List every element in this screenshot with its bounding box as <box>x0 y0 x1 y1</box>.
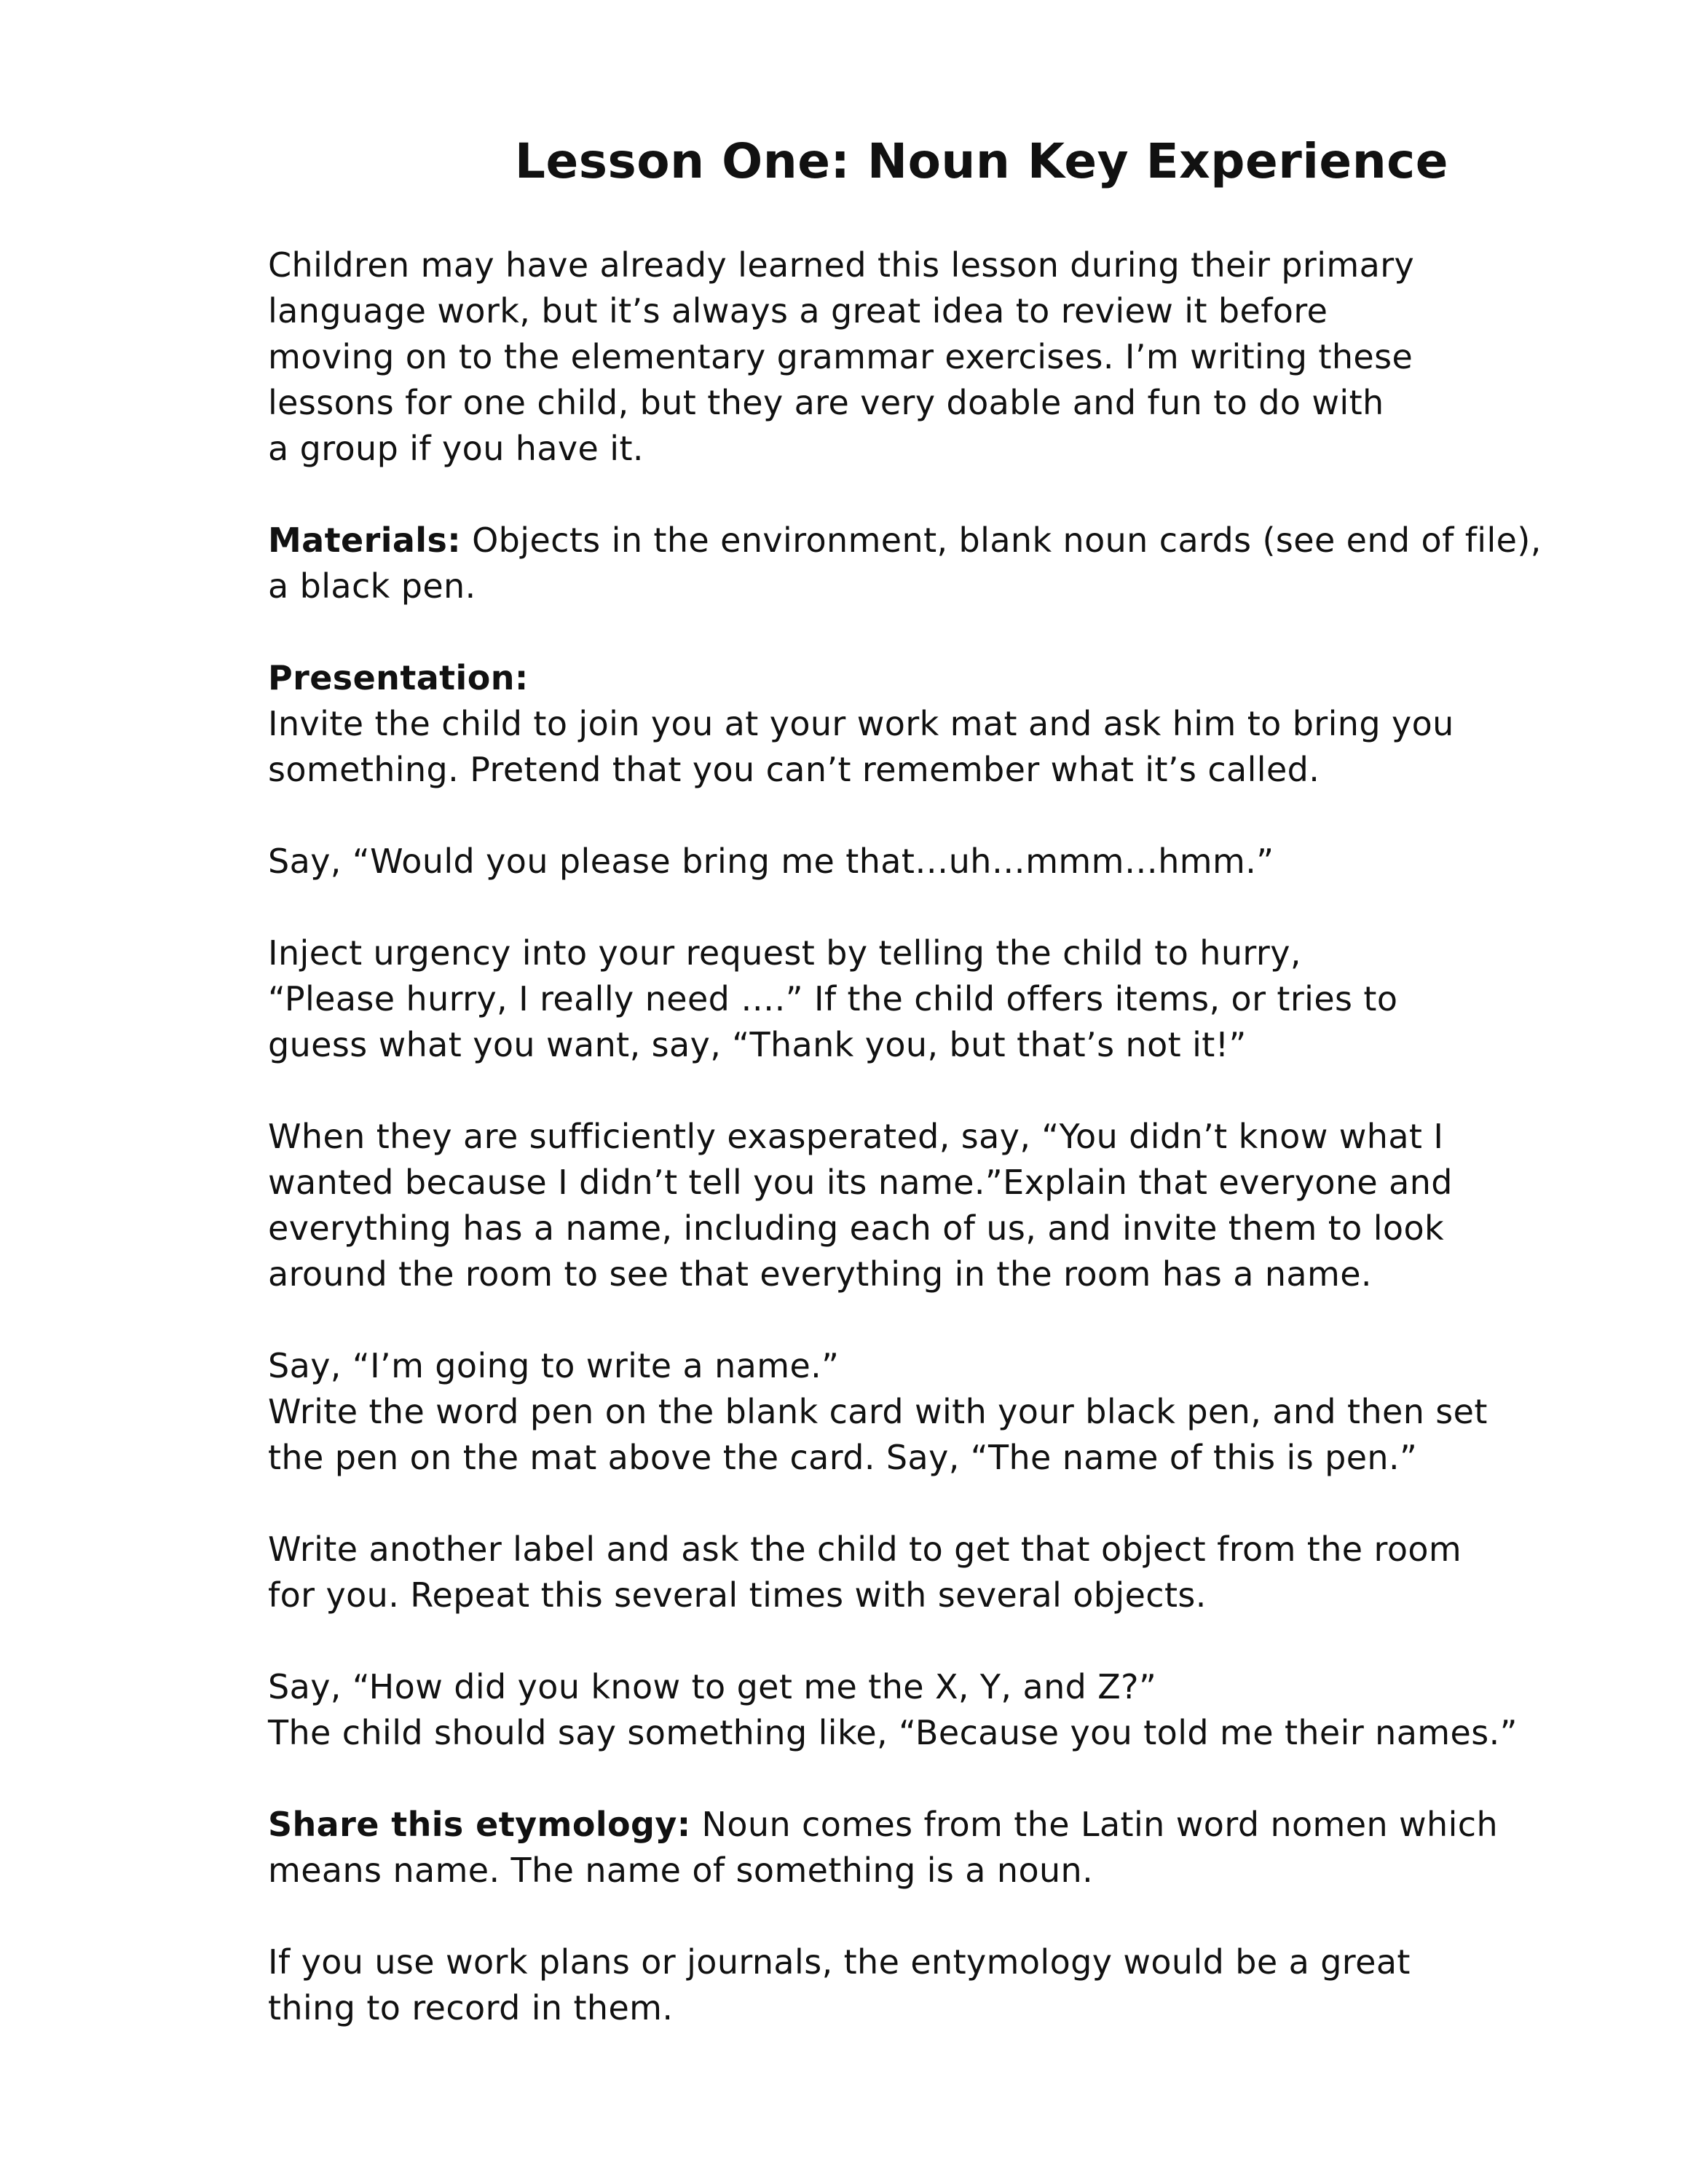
presentation-heading: Presentation: <box>268 658 529 697</box>
text-line: lessons for one child, but they are very doable and fun to do with <box>268 383 1384 422</box>
text-line: The child should say something like, “Because you told me their names.” <box>268 1713 1518 1752</box>
paragraph-gap <box>268 793 1579 839</box>
text-line: “Please hurry, I really need ….” If the child offers items, or tries to <box>268 979 1398 1018</box>
text-line: Children may have already learned this lesson during their primary <box>268 245 1415 285</box>
presentation-section <box>268 655 1579 1756</box>
closing-paragraph <box>268 1939 1579 2031</box>
etymology-paragraph <box>268 1802 1579 1894</box>
text-line: something. Pretend that you can’t remember what it’s called. <box>268 750 1320 789</box>
text-line: Invite the child to join you at your work mat and ask him to bring you <box>268 704 1454 743</box>
text-line: Say, “I’m going to write a name.” <box>268 1346 840 1385</box>
text-line: language work, but it’s always a great idea to review it before <box>268 291 1328 331</box>
paragraph-gap <box>268 1756 1579 1802</box>
text-line <box>268 518 1579 563</box>
text-line: a group if you have it. <box>268 429 644 468</box>
paragraph-gap <box>268 609 1579 655</box>
paragraph-gap <box>268 1297 1579 1343</box>
text-line: moving on to the elementary grammar exercises. I’m writing these <box>268 337 1413 376</box>
text-line: thing to record in them. <box>268 1988 674 2027</box>
materials-text: Objects in the environment, blank noun cards (see end of file), <box>461 521 1542 560</box>
paragraph-gap <box>268 1618 1579 1664</box>
paragraph-gap <box>268 472 1579 518</box>
text-line: guess what you want, say, “Thank you, but that’s not it!” <box>268 1025 1247 1064</box>
document-body <box>268 242 1579 2031</box>
text-line: means name. The name of something is a noun. <box>268 1851 1094 1890</box>
etymology-label: Share this etymology: <box>268 1805 691 1844</box>
text-line: Write another label and ask the child to get that object from the room <box>268 1530 1462 1569</box>
paragraph-gap <box>268 1481 1579 1527</box>
text-line: Inject urgency into your request by telling the child to hurry, <box>268 933 1301 973</box>
intro-paragraph <box>268 242 1579 472</box>
text-line: for you. Repeat this several times with several objects. <box>268 1575 1207 1615</box>
paragraph-gap <box>268 1894 1579 1939</box>
text-line: wanted because I didn’t tell you its name.”Explain that everyone and <box>268 1163 1453 1202</box>
text-line: a black pen. <box>268 566 476 606</box>
text-line: If you use work plans or journals, the entymology would be a great <box>268 1942 1411 1982</box>
text-line: When they are sufficiently exasperated, say, “You didn’t know what I <box>268 1117 1444 1156</box>
page-title: Lesson One: Noun Key Experience <box>514 133 1449 189</box>
materials-label: Materials: <box>268 521 462 560</box>
text-line: the pen on the mat above the card. Say, “The name of this is pen.” <box>268 1438 1418 1477</box>
paragraph-gap <box>268 1068 1579 1114</box>
text-line: Say, “How did you know to get me the X, Y, and Z?” <box>268 1667 1157 1706</box>
etymology-text: Noun comes from the Latin word nomen which <box>690 1805 1499 1844</box>
text-line <box>268 1802 1579 1848</box>
text-line: around the room to see that everything in the room has a name. <box>268 1254 1372 1294</box>
materials-paragraph <box>268 518 1579 609</box>
text-line: Say, “Would you please bring me that…uh…mmm…hmm.” <box>268 842 1274 881</box>
text-line: Write the word pen on the blank card with your black pen, and then set <box>268 1392 1488 1431</box>
paragraph-gap <box>268 885 1579 930</box>
text-line: everything has a name, including each of us, and invite them to look <box>268 1208 1445 1248</box>
